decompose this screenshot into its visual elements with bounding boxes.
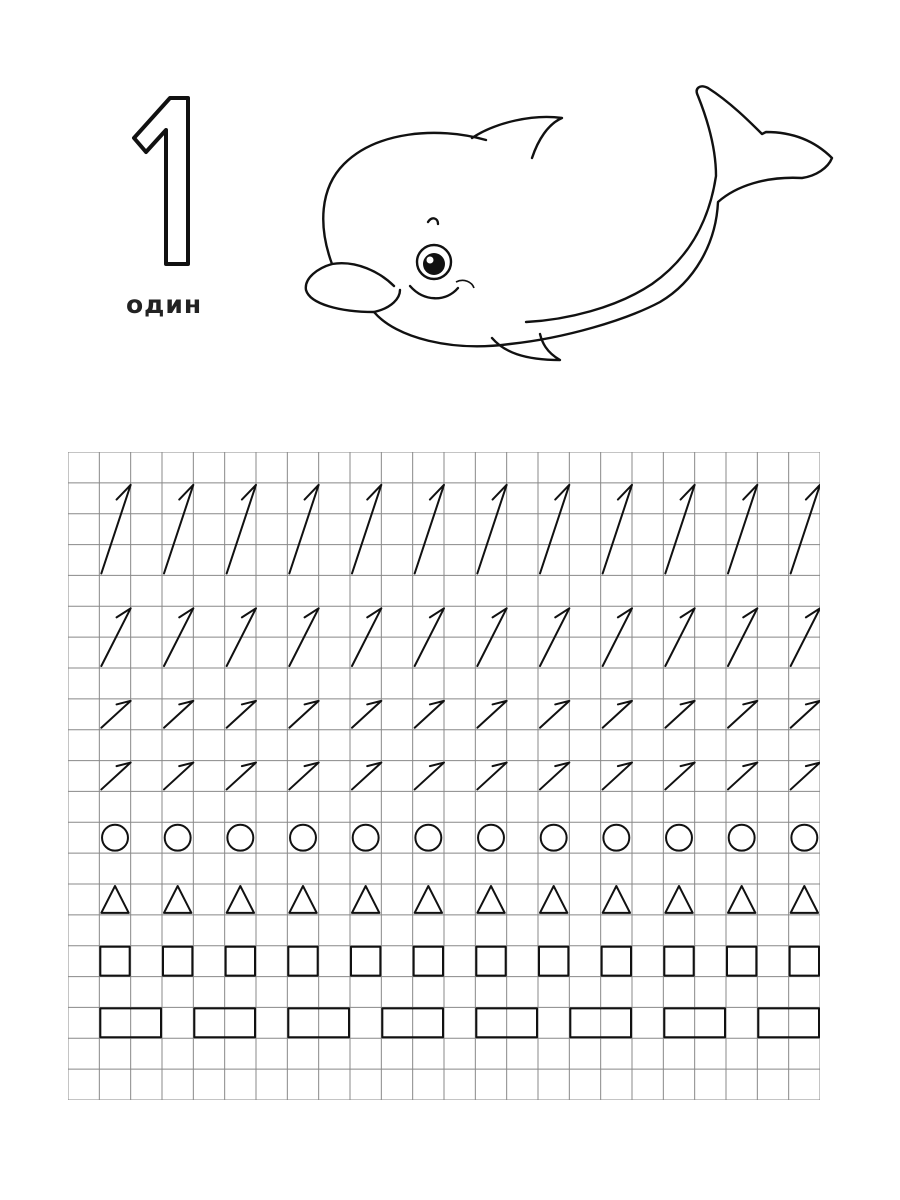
circle-shape bbox=[415, 825, 441, 851]
circle-shape bbox=[227, 825, 253, 851]
digit-one-trace bbox=[101, 485, 130, 574]
triangle-shape bbox=[603, 886, 630, 913]
digit-one-trace bbox=[665, 485, 694, 574]
square-shape bbox=[100, 947, 129, 976]
triangle-shape bbox=[477, 886, 504, 913]
circle-shape bbox=[102, 825, 128, 851]
digit-one-trace bbox=[540, 701, 569, 728]
number-word: один bbox=[126, 290, 203, 319]
square-shape bbox=[539, 947, 568, 976]
triangle-shape bbox=[728, 886, 755, 913]
triangle-shape bbox=[289, 886, 316, 913]
digit-one-trace bbox=[791, 485, 820, 574]
circle-shape bbox=[290, 825, 316, 851]
digit-one-trace bbox=[477, 763, 506, 790]
digit-one-trace bbox=[477, 701, 506, 728]
digit-one-trace bbox=[289, 701, 318, 728]
circle-shape bbox=[666, 825, 692, 851]
digit-one-trace bbox=[665, 763, 694, 790]
digit-one-trace bbox=[101, 701, 130, 728]
digit-one-trace bbox=[289, 485, 318, 574]
digit-one-trace bbox=[477, 485, 506, 574]
digit-one-trace bbox=[540, 763, 569, 790]
practice-grid bbox=[68, 452, 820, 1100]
triangle-shape bbox=[352, 886, 379, 913]
triangle-shape bbox=[227, 886, 254, 913]
digit-one-trace bbox=[415, 701, 444, 728]
triangle-shape bbox=[415, 886, 442, 913]
digit-one-trace bbox=[728, 763, 757, 790]
digit-one-trace bbox=[791, 701, 820, 728]
digit-one-trace bbox=[791, 763, 820, 790]
digit-one-trace bbox=[728, 701, 757, 728]
triangle-shape bbox=[665, 886, 692, 913]
digit-one-trace bbox=[227, 763, 256, 790]
square-shape bbox=[790, 947, 819, 976]
circle-shape bbox=[603, 825, 629, 851]
circle-shape bbox=[165, 825, 191, 851]
circle-shape bbox=[729, 825, 755, 851]
digit-one-trace bbox=[665, 701, 694, 728]
square-shape bbox=[602, 947, 631, 976]
circle-shape bbox=[791, 825, 817, 851]
digit-one-trace bbox=[164, 701, 193, 728]
circle-shape bbox=[478, 825, 504, 851]
square-shape bbox=[351, 947, 380, 976]
digit-one-trace bbox=[227, 701, 256, 728]
triangle-shape bbox=[164, 886, 191, 913]
square-shape bbox=[226, 947, 255, 976]
big-digit-one bbox=[128, 96, 192, 266]
digit-one-trace bbox=[603, 485, 632, 574]
digit-one-trace bbox=[101, 763, 130, 790]
triangle-shape bbox=[791, 886, 818, 913]
digit-one-trace bbox=[289, 763, 318, 790]
digit-one-trace bbox=[415, 763, 444, 790]
square-shape bbox=[664, 947, 693, 976]
whale-illustration bbox=[296, 76, 842, 376]
digit-one-trace bbox=[164, 763, 193, 790]
digit-one-trace bbox=[415, 485, 444, 574]
digit-one-trace bbox=[352, 763, 381, 790]
circle-shape bbox=[353, 825, 379, 851]
circle-shape bbox=[541, 825, 567, 851]
square-shape bbox=[163, 947, 192, 976]
digit-one-trace bbox=[164, 485, 193, 574]
digit-one-trace bbox=[352, 485, 381, 574]
square-shape bbox=[476, 947, 505, 976]
digit-one-trace bbox=[227, 485, 256, 574]
digit-one-trace bbox=[603, 763, 632, 790]
grid-lines bbox=[68, 452, 820, 1100]
triangle-shape bbox=[540, 886, 567, 913]
square-shape bbox=[288, 947, 317, 976]
triangle-shape bbox=[101, 886, 128, 913]
digit-one-trace bbox=[352, 701, 381, 728]
digit-one-trace bbox=[603, 701, 632, 728]
digit-one-trace bbox=[540, 485, 569, 574]
square-shape bbox=[414, 947, 443, 976]
digit-one-trace bbox=[728, 485, 757, 574]
square-shape bbox=[727, 947, 756, 976]
